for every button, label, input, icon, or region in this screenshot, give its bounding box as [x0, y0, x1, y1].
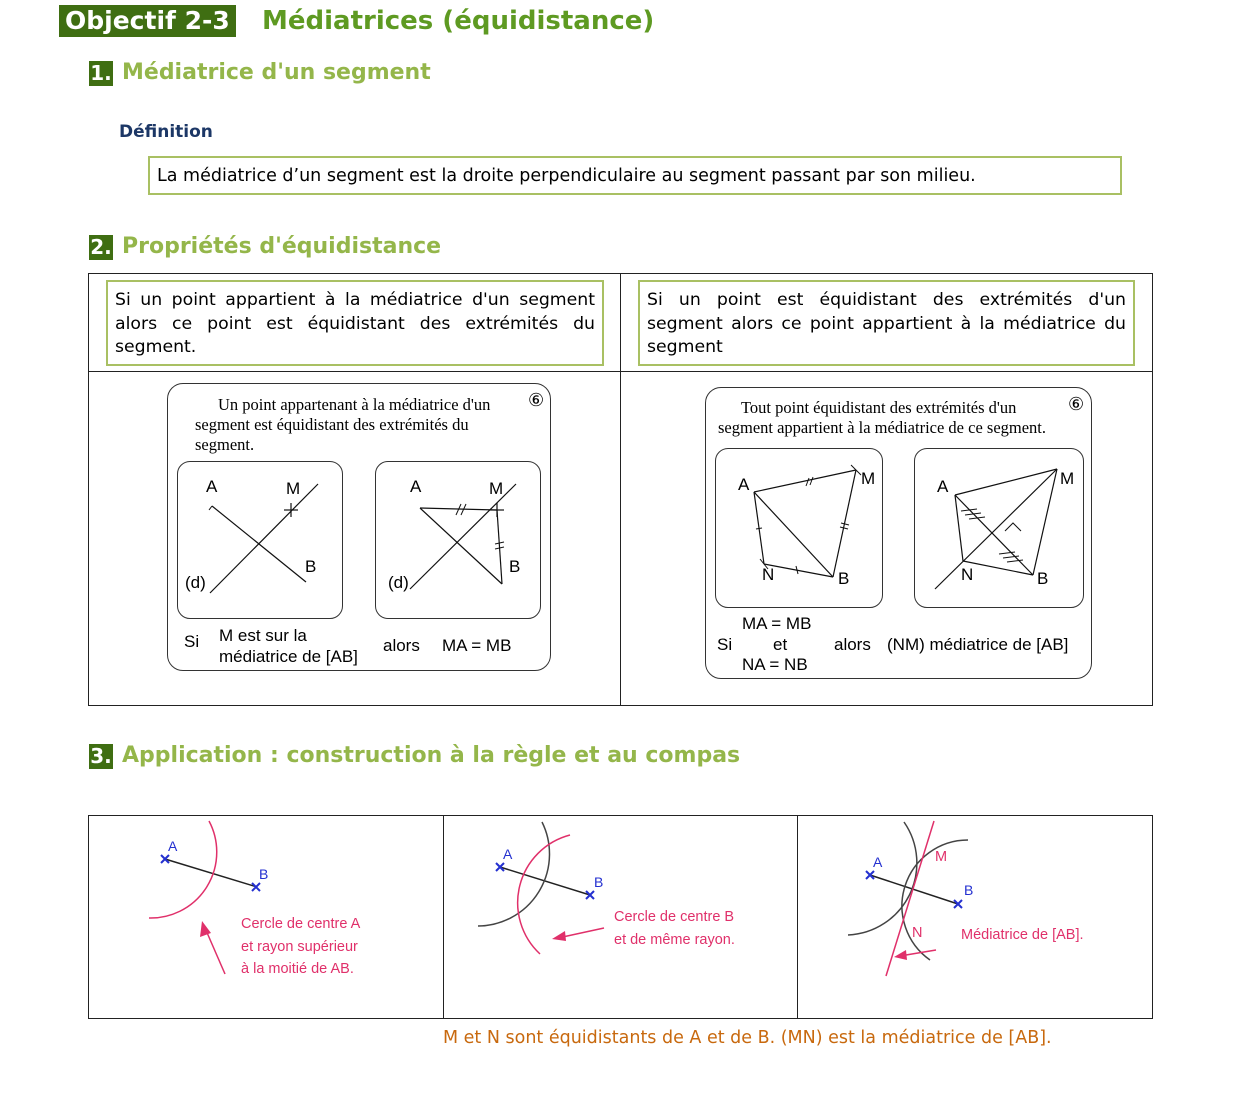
figure-reciprocal-panel-2 — [914, 448, 1084, 608]
properties-table — [88, 273, 1153, 706]
construction-step-3 — [798, 816, 1154, 1020]
point-label-m: M — [489, 479, 504, 498]
condition-line1: MA = MB — [742, 614, 812, 633]
property-reciprocal-text: Si un point est équidistant des extrémités d'un segment alors ce point appartient à la médiatrice du segment — [647, 290, 1126, 357]
section-1-number: 1. — [90, 61, 112, 85]
figure-direct-line3: segment. — [195, 435, 255, 454]
property-reciprocal — [638, 280, 1135, 366]
construction-step-1 — [89, 816, 443, 1020]
page-title: Médiatrices (équidistance) — [262, 6, 655, 36]
conclusion-alors: alors — [383, 636, 420, 655]
condition-si: Si — [717, 635, 733, 654]
point-label-n: N — [912, 925, 923, 941]
figure-number-badge: ⑥ — [1068, 394, 1085, 414]
condition-si: Si — [184, 632, 200, 651]
point-label-a: A — [873, 854, 883, 870]
point-label-b: B — [509, 557, 521, 576]
property-direct-text: Si un point appartient à la médiatrice d'un segment alors ce point est équidistant des extrémités du segment. — [115, 290, 595, 357]
point-label-m: M — [1060, 469, 1075, 488]
figure-number-badge: ⑥ — [528, 390, 545, 410]
figure-direct-line2: segment est équidistant des extrémités du — [195, 415, 469, 434]
conclusion-result: MA = MB — [442, 636, 512, 655]
definition-label: Définition — [119, 122, 213, 142]
figure-direct — [167, 383, 551, 671]
condition-et: et — [773, 635, 788, 654]
property-direct — [106, 280, 604, 366]
step-2-line2: et de même rayon. — [614, 932, 735, 948]
conclusion-result: (NM) médiatrice de [AB] — [887, 635, 1069, 654]
point-label-n: N — [961, 565, 974, 584]
step-3-line1: Médiatrice de [AB]. — [961, 927, 1084, 943]
construction-step-2 — [444, 816, 797, 1020]
point-label-a: A — [937, 477, 949, 496]
step-1-line3: à la moitié de AB. — [241, 961, 354, 977]
point-label-b: B — [259, 866, 269, 882]
point-label-a: A — [410, 477, 422, 496]
figure-reciprocal — [705, 387, 1092, 679]
section-1-title: Médiatrice d'un segment — [122, 60, 431, 85]
figure-direct-panel-2 — [375, 461, 541, 619]
point-label-a: A — [168, 838, 178, 854]
figure-reciprocal-line2: segment appartient à la médiatrice de ce segment. — [718, 418, 1047, 437]
point-label-b: B — [838, 569, 850, 588]
section-2-number: 2. — [90, 235, 112, 259]
condition-line2: médiatrice de [AB] — [219, 647, 358, 666]
point-label-m: M — [861, 469, 876, 488]
point-label-b: B — [594, 874, 604, 890]
point-label-m: M — [935, 849, 948, 865]
figure-direct-line1: Un point appartenant à la médiatrice d'un — [218, 395, 491, 414]
point-label-a: A — [206, 477, 218, 496]
definition-text: La médiatrice d’un segment est la droite perpendiculaire au segment passant par son milieu. — [157, 166, 976, 186]
conclusion-alors: alors — [834, 635, 871, 654]
section-2-title: Propriétés d'équidistance — [122, 234, 442, 259]
construction-table — [88, 815, 1153, 1019]
section-3-title: Application : construction à la règle et au compas — [122, 743, 741, 768]
objective-tag: Objectif 2-3 — [59, 5, 236, 37]
figure-reciprocal-line1: Tout point équidistant des extrémités d'un — [741, 398, 1017, 417]
figure-direct-panel-1 — [177, 461, 343, 619]
line-label-d: (d) — [185, 573, 206, 592]
point-label-n: N — [762, 565, 775, 584]
step-2-line1: Cercle de centre B — [614, 909, 735, 925]
section-3-number: 3. — [90, 744, 112, 768]
point-label-a: A — [503, 846, 513, 862]
point-label-m: M — [286, 479, 301, 498]
condition-line1: M est sur la — [219, 626, 307, 645]
step-1-line1: Cercle de centre A — [241, 916, 361, 932]
definition-box — [148, 156, 1122, 195]
step-1-line2: et rayon supérieur — [241, 939, 358, 955]
line-label-d: (d) — [388, 573, 409, 592]
point-label-b: B — [1037, 569, 1049, 588]
point-label-b: B — [305, 557, 317, 576]
condition-line2: NA = NB — [742, 655, 808, 674]
point-label-b: B — [964, 882, 974, 898]
construction-conclusion: M et N sont équidistants de A et de B. (MN) est la médiatrice de [AB]. — [443, 1028, 1052, 1048]
figure-reciprocal-panel-1 — [715, 448, 883, 608]
point-label-a: A — [738, 475, 750, 494]
